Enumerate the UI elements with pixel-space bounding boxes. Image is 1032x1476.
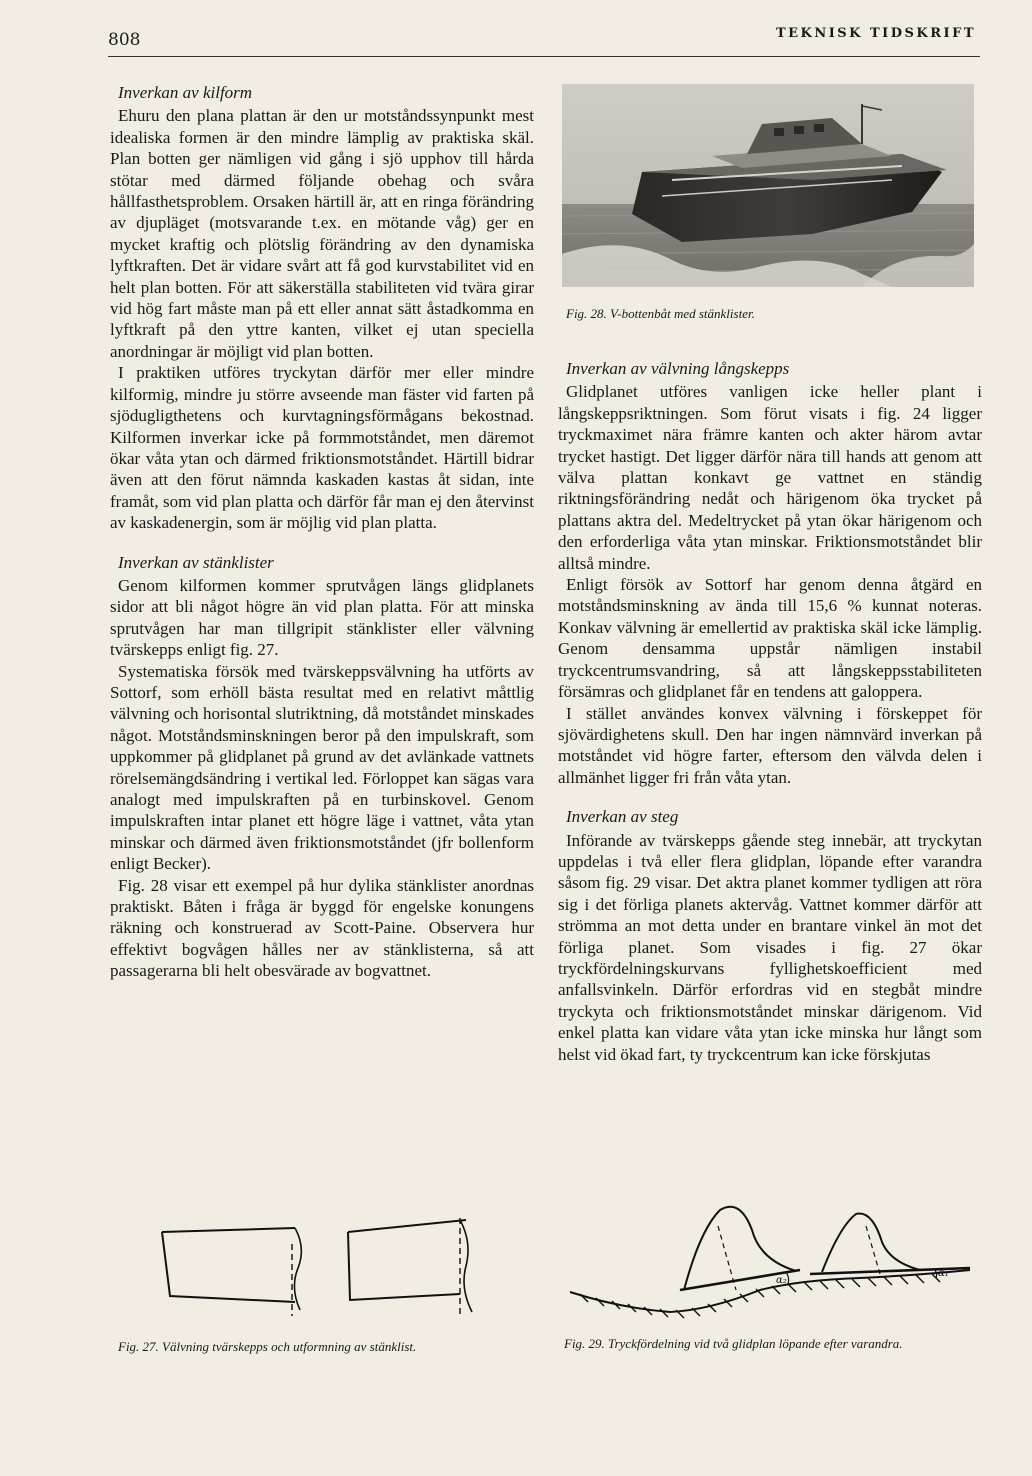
section-heading-stanklister: Inverkan av stänklister	[118, 552, 274, 572]
paragraph: Ehuru den plana plattan är den ur motståndssynpunkt mest idealiska formen är den mindre lämplig av praktiska skäl. Plan botten ger nämligen vid gång i sjö upphov till hårda stötar med därmed följande obehag och svåra hållfasthetsproblem. Orsaken härtill är, att en ringa förändring av djupläget (motsvarande t.ex. en mötande våg) ger en mycket kraftig och plötslig förändring av den dynamiska lyftkraften. Det är vidare svårt att få god kurvstabilitet vid en helt plan botten. För att säkerställa stabiliteten vid tvära girar vid hög fart måste man på ett eller annat sätt åstadkomma en lyftkraft på den yttre kanten, vilket ej utan speciella anordningar är möjligt vid plan botten.	[110, 106, 534, 361]
paragraph: Fig. 28 visar ett exempel på hur dylika stänklister anordnas praktiskt. Båten i fråga är byggd för engelske konungens räkning och konstruerad av Scott-Paine. Observera hur effektivt bogvågen hålles ner av stänklisterna, så att passagerarna bli helt obesvärade av bogvattnet.	[110, 875, 534, 981]
paragraph: Glidplanet utföres vanligen icke heller plant i långskeppsriktningen. Som förut visats i fig. 24 ligger tryckmaximet nära främre kanten och akter härom avtar trycket hastigt. Det ligger därför nära till hands att genom att välva plattan konkavt ge vattnet en ständig riktningsförändring nedåt och härigenom öka trycket på plattans aktra del. Medeltrycket på ytan ökar härigenom och den erforderliga våta ytan minskar. Friktionsmotståndet blir alltså mindre.	[558, 382, 982, 573]
alpha-1-label: α₁	[938, 1268, 949, 1279]
page-number: 808	[108, 30, 141, 50]
figure-27-diagram	[160, 1218, 500, 1322]
header-rule	[108, 56, 980, 57]
left-column	[110, 82, 534, 982]
figure-28-caption: Fig. 28. V-bottenbåt med stänklister.	[566, 306, 755, 321]
right-column	[558, 358, 982, 1065]
paragraph: Systematiska försök med tvärskeppsvälvning ha utförts av Sottorf, som erhöll bästa resultat med en relativt måttlig välvning och horisontal slutriktning, då motståndet minskades något. Motståndsminskningen beror på den impulskraft, som uppkommer på glidplanet på grund av det avlänkade vattnets rörelsemängdsändring i vertikal led. Förloppet kan sägas vara analogt med impulskraften på en turbinskovel. Genom impulskraften intar planet ett högre läge i vattnet, våta ytan minskar och därmed även friktionsmotståndet (jfr bollenform enligt Becker).	[110, 661, 534, 874]
section-heading-kilform: Inverkan av kilform	[118, 83, 253, 102]
section-heading-steg: Inverkan av steg	[566, 807, 679, 827]
journal-title: TEKNISK TIDSKRIFT	[775, 26, 976, 41]
section-heading-valvning: Inverkan av välvning långskepps	[566, 359, 790, 378]
figure-29-caption: Fig. 29. Tryckfördelning vid två glidplan löpande efter varandra.	[564, 1336, 903, 1351]
paragraph: I stället användes konvex välvning i förskeppet för sjövärdighetens skull. Den har ingen nämnvärd inverkan på motståndet vid högre farter, eftersom den välvda delen i allmänhet ligger fri från våta ytan.	[558, 703, 982, 787]
paragraph: Genom kilformen kommer sprutvågen längs glidplanets sidor att bli något högre än vid plan platta. För att minska sprutvågen har man tillgripit stänklister eller välvning tvärskepps enligt fig. 27.	[110, 575, 534, 660]
paragraph: I praktiken utföres tryckytan därför mer eller mindre kilformig, mindre ju större avseende man fäster vid farten på sjödugligthetens och kurvtagningsförmågans bekostnad. Kilformen inverkar icke på formmotståndet, men däremot ökar våta ytan och därmed friktionsmotståndet. Härtill bidrar även att den förut nämnda kaskaden kastas åt sidan, inte framåt, som vid plan platta och därför får man ej den återvinst av kaskadenergin, som är möjlig vid plan platta.	[110, 363, 534, 533]
figure-29-diagram	[560, 1170, 980, 1320]
paragraph: Införande av tvärskepps gående steg innebär, att tryckytan uppdelas i två eller flera glidplan, löpande efter varandra såsom fig. 29 visar. Det aktra planet kommer tydligen att röra sig i det förliga planets aktervåg. Vattnet kommer därför att strömma an mot detta under en brantare vinkel än mot det förliga planet. Som visades i fig. 27 ökar tryckfördelningskurvans fyllighetskoefficient med anfallsvinkeln. Därför erfordras vid en stegbåt mindre tryckyta och friktionsmotståndet minskar därigenom. Vid enkel platta kan vidare våta ytan icke minska hur långt som helst vid ökad fart, ty tryckcentrum kan icke förskjutas	[558, 830, 982, 1064]
boat-photo	[562, 84, 974, 287]
paragraph: Enligt försök av Sottorf har genom denna åtgärd en motståndsminskning av ända till 15,6 % kunnat noteras. Konkav välvning är emellertid av praktiska skäl icke lämplig. Genom densamma uppstår nämligen instabil tryckcentrumsvandring, så att långskeppsstabiliteten försämras och glidplanet får en tendens att galoppera.	[558, 575, 982, 702]
figure-27-caption: Fig. 27. Välvning tvärskepps och utformning av stänklist.	[118, 1339, 417, 1354]
alpha-2-label: α₂	[776, 1275, 787, 1286]
